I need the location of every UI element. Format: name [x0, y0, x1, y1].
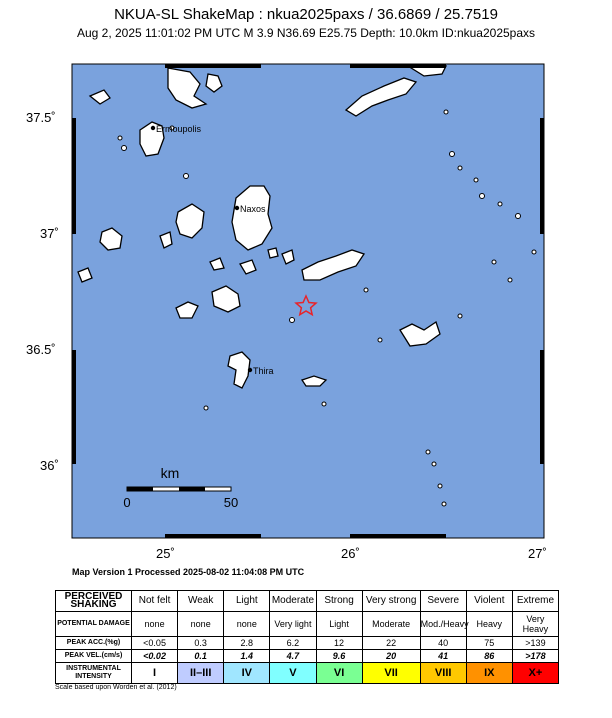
acc-cell: 0.3	[178, 636, 224, 649]
damage-cell: Light	[316, 611, 362, 636]
lon-tick-25: 25˚	[156, 546, 175, 561]
acc-cell: >139	[512, 636, 558, 649]
acc-cell: 40	[420, 636, 466, 649]
damage-cell: Moderate	[362, 611, 420, 636]
damage-cell: Very light	[270, 611, 316, 636]
city-label-thira: Thira	[253, 366, 274, 376]
lon-tick-26: 26˚	[341, 546, 360, 561]
lat-tick-37.5: 37.5˚	[26, 110, 56, 125]
legend-header-acc: PEAK ACC.(%g)	[56, 636, 132, 649]
acc-cell: 2.8	[224, 636, 270, 649]
vel-cell: 9.6	[316, 650, 362, 663]
island-small-3	[268, 248, 278, 258]
scale-start: 0	[123, 495, 131, 510]
scale-unit: km	[160, 465, 180, 481]
damage-cell: none	[224, 611, 270, 636]
vel-cell: 4.7	[270, 650, 316, 663]
lat-tick-37: 37˚	[40, 226, 59, 241]
vel-cell: 0.1	[178, 650, 224, 663]
shaking-cell: Not felt	[132, 591, 178, 612]
legend-header-vel: PEAK VEL.(cm/s)	[56, 650, 132, 663]
shaking-cell: Weak	[178, 591, 224, 612]
acc-cell: 22	[362, 636, 420, 649]
shaking-cell: Violent	[466, 591, 512, 612]
damage-cell: Heavy	[466, 611, 512, 636]
acc-cell: <0.05	[132, 636, 178, 649]
intensity-legend	[55, 590, 559, 684]
city-label-ermoupolis: Ermoupolis	[156, 124, 202, 134]
legend-header-shaking: PERCEIVED SHAKING	[56, 591, 132, 612]
shaking-cell: Very strong	[362, 591, 420, 612]
shaking-cell: Extreme	[512, 591, 558, 612]
intensity-cell: VII	[362, 663, 420, 684]
damage-cell: none	[132, 611, 178, 636]
shaking-cell: Strong	[316, 591, 362, 612]
shaking-cell: Moderate	[270, 591, 316, 612]
map-subtitle: Aug 2, 2025 11:01:02 PM UTC M 3.9 N36.69 E25.75 Depth: 10.0km ID:nkua2025paxs	[76, 26, 536, 40]
map-version: Map Version 1 Processed 2025-08-02 11:04:08 PM UTC	[72, 567, 305, 577]
city-label-naxos: Naxos	[240, 204, 266, 214]
acc-cell: 75	[466, 636, 512, 649]
acc-cell: 12	[316, 636, 362, 649]
map-title: NKUA-SL ShakeMap : nkua2025paxs / 36.6869 / 25.7519	[114, 6, 498, 23]
intensity-cell: IV	[224, 663, 270, 684]
legend-header-intensity: INSTRUMENTAL INTENSITY	[56, 663, 132, 684]
vel-cell: <0.02	[132, 650, 178, 663]
legend-header-damage: POTENTIAL DAMAGE	[56, 611, 132, 636]
lat-tick-36: 36˚	[40, 458, 59, 473]
intensity-cell: V	[270, 663, 316, 684]
lon-tick-27: 27˚	[528, 546, 547, 561]
intensity-cell: VI	[316, 663, 362, 684]
intensity-cell: VIII	[420, 663, 466, 684]
shaking-cell: Light	[224, 591, 270, 612]
damage-cell: Mod./Heavy	[420, 611, 466, 636]
damage-cell: Very Heavy	[512, 611, 558, 636]
shaking-cell: Severe	[420, 591, 466, 612]
vel-cell: 1.4	[224, 650, 270, 663]
acc-cell: 6.2	[270, 636, 316, 649]
vel-cell: 20	[362, 650, 420, 663]
vel-cell: >178	[512, 650, 558, 663]
damage-cell: none	[178, 611, 224, 636]
scale-credit: Scale based upon Worden et al. (2012)	[55, 684, 177, 691]
vel-cell: 41	[420, 650, 466, 663]
intensity-cell: IX	[466, 663, 512, 684]
intensity-cell: X+	[512, 663, 558, 684]
lat-tick-36.5: 36.5˚	[26, 342, 56, 357]
intensity-cell: I	[132, 663, 178, 684]
scale-end: 50	[223, 495, 239, 510]
vel-cell: 86	[466, 650, 512, 663]
intensity-cell: II–III	[178, 663, 224, 684]
